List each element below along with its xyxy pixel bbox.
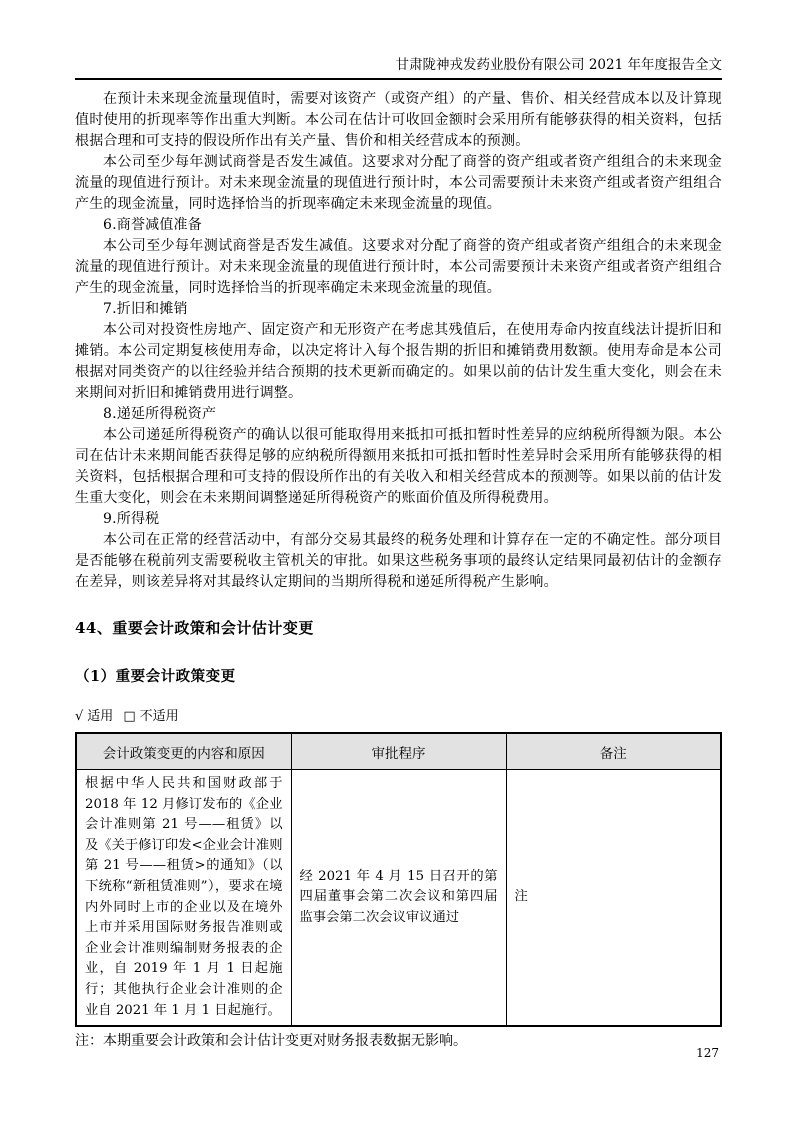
table-row <box>76 770 721 1027</box>
report-title: 甘肃陇神戎发药业股份有限公司 2021 年年度报告全文 <box>395 57 722 73</box>
numbered-subheading: 8.递延所得税资产 <box>103 406 217 422</box>
body-text <box>75 89 722 593</box>
body-paragraph: 本公司至少每年测试商誉是否发生减值。这要求对分配了商誉的资产组或者资产组组合的未来现金流量的现值进行预计。对未来现金流量的现值进行预计时，本公司需要预计未来资产组或者资产组组合产生的现金流量，同时选择恰当的折现率确定未来现金流量的现值。 <box>75 154 722 212</box>
numbered-subheading: 6.商誉减值准备 <box>103 217 202 233</box>
cell-policy-content: 根据中华人民共和国财政部于 2018 年 12 月修订发布的《企业会计准则第 21 号——租赁》以及《关于修订印发<企业会计准则第 21 号——租赁>的通知》（以下统称“新租赁准则”），要求在境内外同时上市的企业以及在境外上市并采用国际财务报告准则或企业会计准则编制财务报表的企业，自 2019 年 1 月 1 日起施行；其他执行企业会计准则的企业自 2021 年 1 月 1 日起施行。 <box>76 770 291 1027</box>
table-footnote: 注：本期重要会计政策和会计估计变更对财务报表数据无影响。 <box>75 1033 467 1050</box>
policy-change-table <box>75 732 722 1027</box>
cell-approval-procedure: 经 2021 年 4 月 15 日召开的第四届董事会第二次会议和第四届监事会第二次会议审议通过 <box>291 770 506 1027</box>
table-header-row <box>76 733 721 770</box>
column-header-content-reason: 会计政策变更的内容和原因 <box>76 733 291 770</box>
body-paragraph: 在预计未来现金流量现值时，需要对该资产（或资产组）的产量、售价、相关经营成本以及计算现值时使用的折现率等作出重大判断。本公司在估计可收回金额时会采用所有能够获得的相关资料，包括根据合理和可支持的假设所作出有关产量、售价和相关经营成本的预测。 <box>75 91 722 149</box>
content-area <box>75 0 722 1051</box>
running-header <box>75 0 722 80</box>
applicable-label: 适用 <box>87 709 114 724</box>
subsection-heading: （1）重要会计政策变更 <box>75 668 236 685</box>
cell-remark: 注 <box>506 770 721 1027</box>
body-paragraph: 本公司至少每年测试商誉是否发生减值。这要求对分配了商誉的资产组或者资产组组合的未来现金流量的现值进行预计。对未来现金流量的现值进行预计时，本公司需要预计未来资产组或者资产组组合产生的现金流量，同时选择恰当的折现率确定未来现金流量的现值。 <box>75 238 722 296</box>
numbered-subheading: 7.折旧和摊销 <box>103 301 188 317</box>
section-heading: 44、重要会计政策和会计估计变更 <box>75 619 314 637</box>
checkbox-unchecked-icon: □ <box>123 709 136 724</box>
checkbox-checked-icon: √ <box>75 709 84 724</box>
column-header-remark: 备注 <box>506 733 721 770</box>
not-applicable-label: 不适用 <box>139 709 179 724</box>
body-paragraph: 本公司在正常的经营活动中，有部分交易其最终的税务处理和计算存在一定的不确定性。部分项目是否能够在税前列支需要税收主管机关的审批。如果这些税务事项的最终认定结果同最初估计的金额存在差异，则该差异将对其最终认定期间的当期所得税和递延所得税产生影响。 <box>75 532 722 590</box>
numbered-subheading: 9.所得税 <box>103 511 160 527</box>
body-paragraph: 本公司对投资性房地产、固定资产和无形资产在考虑其残值后，在使用寿命内按直线法计提折旧和摊销。本公司定期复核使用寿命，以决定将计入每个报告期的折旧和摊销费用数额。使用寿命是本公司根据对同类资产的以往经验并结合预期的技术更新而确定的。如果以前的估计发生重大变化，则会在未来期间对折旧和摊销费用进行调整。 <box>75 322 722 401</box>
applicability-line <box>75 709 722 725</box>
column-header-approval: 审批程序 <box>291 733 506 770</box>
page-number: 127 <box>696 1046 719 1060</box>
body-paragraph: 本公司递延所得税资产的确认以很可能取得用来抵扣可抵扣暂时性差异的应纳税所得额为限。本公司在估计未来期间能否获得足够的应纳税所得额用来抵扣可抵扣暂时性差异时会采用所有能够获得的相关资料，包括根据合理和可支持的假设所作出的有关收入和相关经营成本的预测等。如果以前的估计发生重大变化，则会在未来期间调整递延所得税资产的账面价值及所得税费用。 <box>75 427 722 506</box>
